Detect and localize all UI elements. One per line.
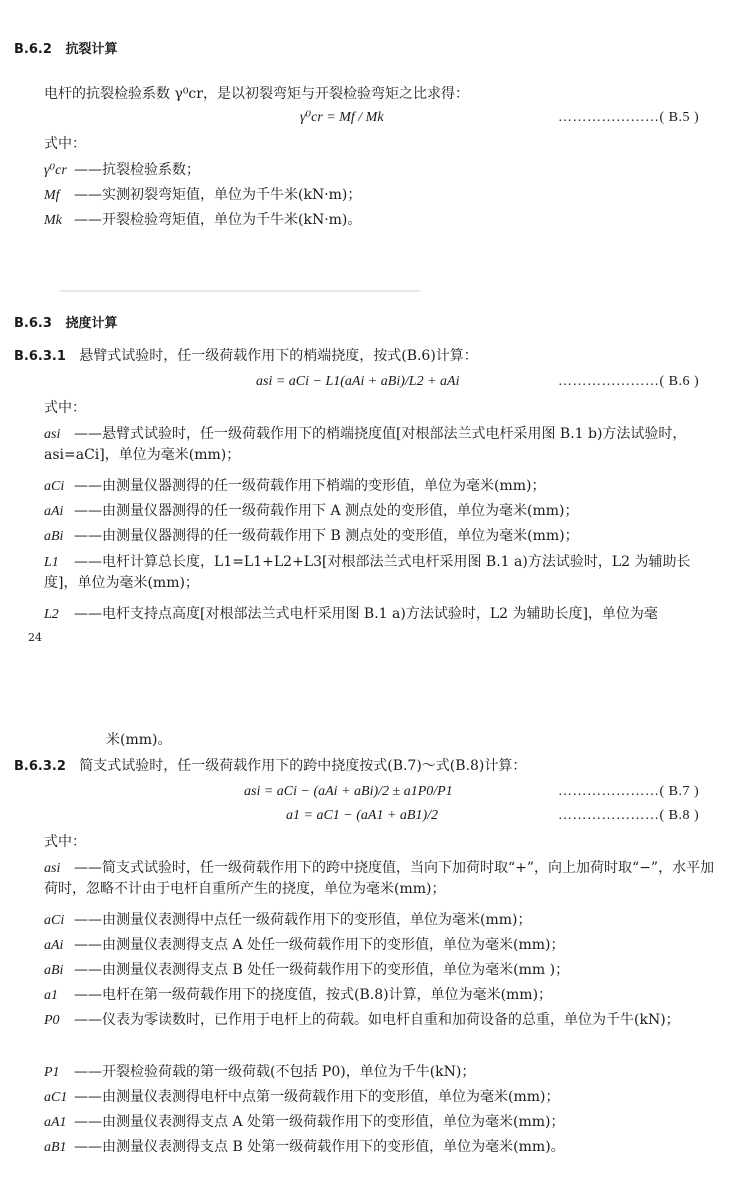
definition-item (44, 1112, 720, 1133)
clause-text: 简支式试验时，任一级荷载作用下的跨中挠度按式(B.7)～式(B.8)计算： (79, 758, 527, 774)
clause-number: B.6.3.1 (14, 349, 66, 364)
symbol: P1 (44, 1065, 60, 1080)
definition-text: ——由测量仪器测得的任一级荷载作用下 B 测点处的变形值，单位为毫米(mm)； (74, 528, 579, 544)
equation-number: …………………( B.7 ) (558, 784, 700, 799)
continuation-text: 米(mm)。 (106, 732, 172, 748)
definition-item (44, 858, 720, 899)
symbol: L1 (44, 555, 59, 570)
equation-b6: asi = aCi − L1(aAi + aBi)/L2 + aAi (256, 374, 460, 389)
equation-b8: a1 = aC1 − (aA1 + aB1)/2 (286, 808, 438, 823)
symbol: aBi (44, 529, 64, 544)
equation-number: …………………( B.6 ) (558, 374, 700, 389)
definition-item (44, 526, 720, 547)
where-label: 式中： (44, 136, 86, 152)
definition-text: ——电杆计算总长度，L1=L1+L2+L3[对根部法兰式电杆采用图 B.1 a)方法试验时，L2 为辅助长度]，单位为毫米(mm)； (44, 554, 691, 591)
section-heading-b63 (14, 314, 117, 334)
section-number: B.6.2 (14, 42, 52, 57)
definition-item (44, 910, 720, 931)
symbol: asi (44, 427, 61, 442)
scan-smudge (60, 290, 420, 292)
definition-item (44, 501, 720, 522)
definition-item (44, 210, 361, 231)
symbol: Mf (44, 188, 60, 203)
definition-text: ——由测量仪表测得支点 A 处第一级荷载作用下的变形值，单位为毫米(mm)； (74, 1114, 565, 1130)
definition-item (44, 960, 720, 981)
symbol: P0 (44, 1013, 60, 1028)
clause-b632 (14, 756, 526, 777)
symbol: aC1 (44, 1090, 68, 1105)
section-title: 抗裂计算 (65, 42, 118, 57)
paragraph: 电杆的抗裂检验系数 γ⁰cr，是以初裂弯矩与开裂检验弯矩之比求得： (44, 86, 469, 102)
clause-number: B.6.3.2 (14, 759, 66, 774)
symbol: aAi (44, 938, 64, 953)
definition-text: ——电杆在第一级荷载作用下的挠度值，按式(B.8)计算，单位为毫米(mm)； (74, 987, 553, 1003)
definition-text: ——由测量仪表测得支点 B 处第一级荷载作用下的变形值，单位为毫米(mm)。 (74, 1139, 565, 1155)
definition-item (44, 1137, 720, 1158)
symbol: asi (44, 861, 61, 876)
definition-item (44, 935, 720, 956)
definition-text: ——实测初裂弯矩值，单位为千牛米(kN·m)； (74, 187, 362, 203)
definition-text: ——简支式试验时，任一级荷载作用下的跨中挠度值，当向下加荷时取“+”，向上加荷时取“−”，水平加荷时，忽略不计由于电杆自重所产生的挠度，单位为毫米(mm)； (44, 860, 715, 897)
definition-item (44, 185, 361, 206)
symbol: γ⁰cr (44, 163, 67, 178)
equation-b7: asi = aCi − (aAi + aBi)/2 ± a1P0/P1 (244, 784, 453, 799)
definition-item (44, 424, 720, 465)
symbol: L2 (44, 607, 59, 622)
definition-item (44, 160, 200, 181)
symbol: a1 (44, 988, 58, 1003)
definition-item (44, 552, 720, 593)
clause-b631 (14, 346, 478, 367)
section-number: B.6.3 (14, 316, 52, 331)
definition-text: ——由测量仪器测得的任一级荷载作用下梢端的变形值，单位为毫米(mm)； (74, 478, 546, 494)
symbol: aAi (44, 504, 64, 519)
definition-text: ——由测量仪表测得电杆中点第一级荷载作用下的变形值，单位为毫米(mm)； (74, 1089, 560, 1105)
definition-text: ——开裂检验荷载的第一级荷载(不包括 P0)，单位为千牛(kN)； (74, 1064, 476, 1080)
definition-text: ——由测量仪表测得支点 B 处任一级荷载作用下的变形值，单位为毫米(mm )； (74, 962, 570, 978)
definition-text: ——由测量仪器测得的任一级荷载作用下 A 测点处的变形值，单位为毫米(mm)； (74, 503, 579, 519)
symbol: aCi (44, 913, 65, 928)
where-label: 式中： (44, 834, 86, 850)
equation-number: …………………( B.5 ) (558, 110, 700, 125)
where-label: 式中： (44, 400, 86, 416)
definition-text: ——仪表为零读数时，已作用于电杆上的荷载。如电杆自重和加荷设备的总重，单位为千牛(kN)； (74, 1012, 680, 1028)
definition-item (44, 476, 720, 497)
clause-text: 悬臂式试验时，任一级荷载作用下的梢端挠度，按式(B.6)计算： (79, 348, 478, 364)
symbol: Mk (44, 213, 62, 228)
section-title: 挠度计算 (65, 316, 118, 331)
definition-text: ——抗裂检验系数； (74, 162, 200, 178)
definition-text: ——由测量仪表测得中点任一级荷载作用下的变形值，单位为毫米(mm)； (74, 912, 532, 928)
symbol: aCi (44, 479, 65, 494)
definition-item (44, 1010, 720, 1031)
definition-text: ——由测量仪表测得支点 A 处任一级荷载作用下的变形值，单位为毫米(mm)； (74, 937, 565, 953)
symbol: aBi (44, 963, 64, 978)
equation-number: …………………( B.8 ) (558, 808, 700, 823)
definition-item (44, 1087, 720, 1108)
definition-item (44, 985, 720, 1006)
equation-b5: γ⁰cr = Mf / Mk (300, 110, 384, 125)
definition-text: ——电杆支持点高度[对根部法兰式电杆采用图 B.1 a)方法试验时，L2 为辅助长度]，单位为毫 (74, 606, 658, 622)
definition-item (44, 604, 720, 625)
definition-item (44, 1062, 720, 1083)
symbol: aB1 (44, 1140, 67, 1155)
symbol: aA1 (44, 1115, 67, 1130)
definition-text: ——悬臂式试验时，任一级荷载作用下的梢端挠度值[对根部法兰式电杆采用图 B.1 b)方法试验时，asi=aCi]，单位为毫米(mm)； (44, 426, 687, 463)
page-number: 24 (28, 631, 42, 644)
definition-text: ——开裂检验弯矩值，单位为千牛米(kN·m)。 (74, 212, 362, 228)
section-heading-b62 (14, 40, 117, 60)
